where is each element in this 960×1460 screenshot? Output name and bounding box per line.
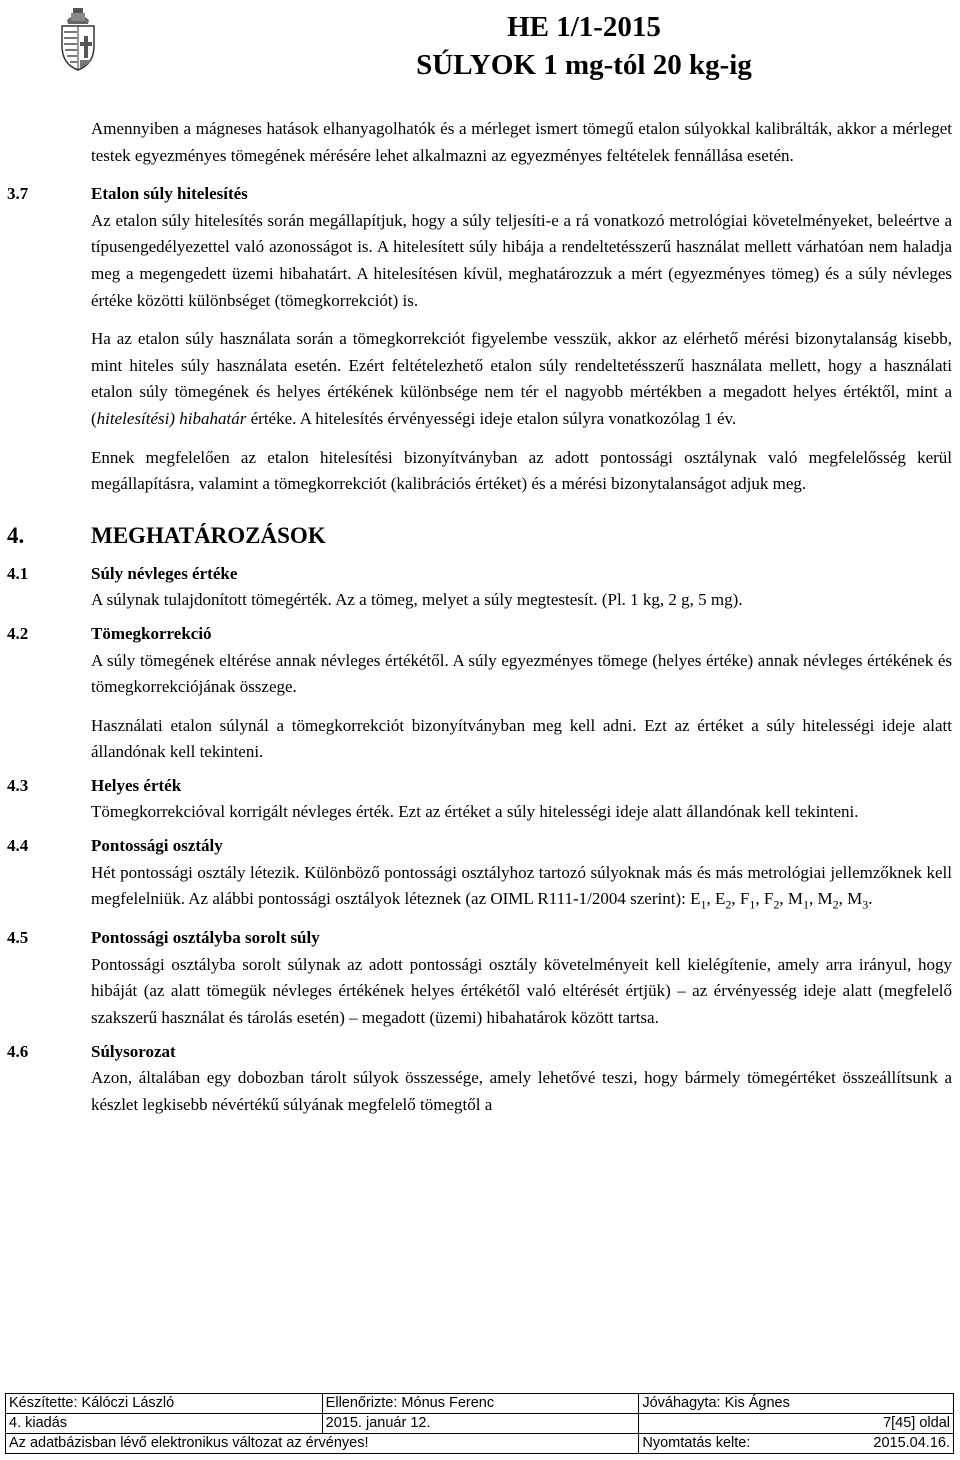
checked-by: Ellenőrizte: Mónus Ferenc	[322, 1394, 639, 1414]
section-title: Pontossági osztályba sorolt súly	[91, 928, 320, 948]
coat-of-arms-emblem	[58, 8, 98, 72]
approved-by: Jóváhagyta: Kis Ágnes	[639, 1394, 954, 1414]
section-3-7	[7, 181, 952, 498]
section-number: 4.4	[7, 836, 29, 856]
accuracy-class-list: $E_1$, $E_2$, $F_1$, $F_2$, $M_1$, $M_2$, $M_3$.	[690, 889, 873, 912]
paragraph: Ennek megfelelően az etalon hitelesítési bizonyítványban az adott pontossági osztálynak való megfelelősség kerül megállapításra, valamint a tömegkorrekciót (kalibrációs értéket) és a mérési bizonytalanságot adjuk meg.	[91, 447, 952, 494]
section-number: 4.3	[7, 775, 29, 795]
section-4-5	[7, 925, 952, 1031]
section-number: 4.	[7, 522, 25, 548]
document-body	[7, 116, 952, 1118]
section-title: Helyes érték	[91, 775, 182, 795]
page-number: 7[45] oldal	[639, 1414, 954, 1434]
document-title: SÚLYOK 1 mg-tól 20 kg-ig	[416, 49, 752, 81]
section-4-3	[7, 773, 952, 826]
edition-date: 2015. január 12.	[322, 1414, 639, 1434]
edition: 4. kiadás	[6, 1414, 323, 1434]
print-date-cell	[639, 1434, 954, 1454]
section-4-2	[7, 621, 952, 766]
accuracy-class: $F_2$	[763, 889, 780, 912]
section-number: 4.6	[7, 1041, 29, 1061]
validity-notice: Az adatbázisban lévő elektronikus változat az érvényes!	[6, 1434, 639, 1454]
section-4-1	[7, 561, 952, 614]
section-title: Pontossági osztály	[91, 836, 223, 856]
paragraph: A súlynak tulajdonított tömegérték. Az a tömeg, melyet a súly megtestesít. (Pl. 1 kg, 2 g, 5 mg).	[91, 590, 743, 610]
accuracy-class: $M_1$	[787, 889, 809, 912]
accuracy-class: $E_2$	[714, 889, 732, 912]
section-number: 4.1	[7, 563, 29, 583]
section-4-6	[7, 1039, 952, 1119]
accuracy-class: $F_1$	[739, 889, 756, 912]
section-title: Tömegkorrekció	[91, 623, 212, 643]
section-title: Etalon súly hitelesítés	[91, 184, 248, 204]
paragraph: A súly tömegének eltérése annak névleges értékétől. A súly egyezményes tömege (helyes értéke) annak névleges értékének és tömegkorrekciójának összege.	[91, 650, 952, 697]
accuracy-class: $M_3$	[847, 889, 869, 912]
paragraph: Pontossági osztályba sorolt súlynak az adott pontossági osztály követelményeit kell kielégítenie, amely arra irányul, hogy hibáját (az alatt tömegük névleges értékének helyes értékétől való eltérését értjük) – az érvényesség ideje alatt (megfelelő szakszerű használat és tárolás esetén) – megadott (üzemi) hibahatárok között tartsa.	[91, 954, 952, 1028]
paragraph: Használati etalon súlynál a tömegkorrekciót bizonyítványban meg kell adni. Ezt az értéket a súly hitelességi ideje alatt állandónak kell tekinteni.	[91, 715, 952, 762]
paragraph: Az etalon súly hitelesítés során megállapítjuk, hogy a súly teljesíti-e a rá vonatkozó metrológiai követelményeket, beleértve a típusengedélyezettel való azonosságot is. A hitelesített súly hibája a rendeltetésszerű használat mellett várhatóan nem haladja meg a megengedett üzemi hibahatárt. A hitelesítésen kívül, meghatározzuk a mért (egyezményes tömeg) és a súly névleges értéke közötti különbséget (tömegkorrekciót) is.	[91, 210, 952, 310]
accuracy-class: $E_1$	[690, 889, 707, 912]
italic-term: hitelesítési) hibahatár	[96, 408, 247, 428]
accuracy-class: $M_2$	[817, 889, 839, 912]
prepared-by: Készítette: Kálóczi László	[6, 1394, 323, 1414]
document-header	[398, 8, 770, 84]
paragraph: Hét pontossági osztály létezik. Különböző pontossági osztályhoz tartozó súlyoknak más és más metrológiai jellemzőknek kell megfelelniük. Az alábbi pontossági osztályok léteznek (az OIML R111-1/2004 szerint): $E_1$, $E_2$, $F_1$, $F_2$, $M_1$, $M_2$, $M_3$.	[91, 862, 952, 912]
paragraph: Azon, általában egy dobozban tárolt súlyok összessége, amely lehetővé teszi, hogy bármely tömegértéket összeállítsunk a készlet legkisebb névértékű súlyának megfelelő tömegtől a	[91, 1068, 952, 1114]
section-number: 3.7	[7, 184, 29, 204]
print-date: 2015.04.16.	[873, 1435, 950, 1451]
section-title: Súlysorozat	[91, 1041, 176, 1061]
paragraph: Tömegkorrekcióval korrigált névleges érték. Ezt az értéket a súly hitelességi ideje alatt állandónak kell tekinteni.	[91, 802, 859, 822]
section-title: MEGHATÁROZÁSOK	[91, 522, 326, 548]
paragraph: Ha az etalon súly használata során a tömegkorrekciót figyelembe vesszük, akkor az elérhető mérési bizonytalanság kisebb, mint hiteles súly használata esetén. Ezért feltételezhető etalon súly rendeltetésszerű használata mellett, hogy a használati etalon súly tömegének és helyes értékének különbsége nem tér el nagyobb mértékben a megadott helyes értéktől, mint a (hitelesítési) hibahatár értéke. A hitelesítés érvényességi ideje etalon súlyra vonatkozólag 1 év.	[91, 329, 952, 428]
print-date-label: Nyomtatás kelte:	[642, 1435, 751, 1451]
section-title: Súly névleges értéke	[91, 563, 238, 583]
section-4-heading	[7, 520, 952, 552]
intro-paragraph: Amennyiben a mágneses hatások elhanyagolhatók és a mérleget ismert tömegű etalon súlyokkal kalibrálták, akkor a mérleget testek egyezményes tömegének mérésére lehet alkalmazni az egyezményes feltételek fennállása esetén.	[91, 119, 952, 165]
section-number: 4.2	[7, 623, 29, 643]
section-number: 4.5	[7, 928, 29, 948]
document-footer-table	[5, 1393, 954, 1454]
document-code: HE 1/1-2015	[507, 11, 661, 43]
section-4-4	[7, 833, 952, 918]
